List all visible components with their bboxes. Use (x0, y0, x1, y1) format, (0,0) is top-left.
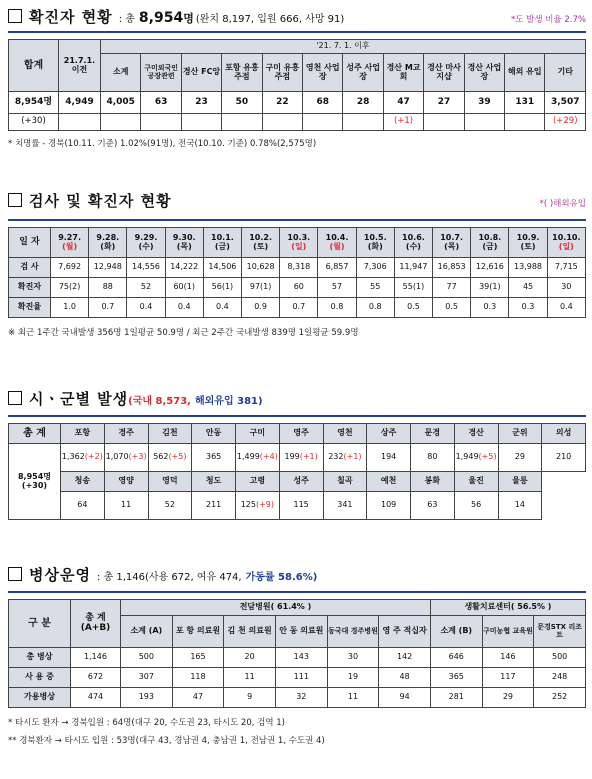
delta-etc: (+29) (545, 114, 586, 131)
cell: 500 (121, 648, 173, 668)
region-delta: (+2) (84, 452, 103, 462)
weekday: (일) (291, 241, 307, 251)
col-header: 경산 FC앙 (181, 54, 221, 92)
cell: 48 (379, 668, 431, 688)
region-name: 영덕 (148, 472, 192, 492)
region-name: 성주 (279, 472, 323, 492)
section-title: 시ㆍ군별 발생 (29, 390, 129, 408)
cell: 30 (547, 278, 585, 298)
total-count: 8,954 (138, 10, 184, 26)
cell: 77 (433, 278, 471, 298)
cell: 94 (379, 688, 431, 708)
col-header: 성주 사업장 (343, 54, 383, 92)
hospital-group-header: 전담병원( 61.4% ) (121, 600, 431, 616)
section-header (8, 6, 586, 27)
region-name: 경산 (454, 424, 498, 444)
cell: 672 (71, 668, 121, 688)
cell: 0.4 (203, 298, 241, 318)
region-value: 194 (380, 452, 397, 462)
region-name: 봉화 (411, 472, 455, 492)
section-title: 확진자 현황 (29, 8, 113, 26)
cell: 14,222 (165, 258, 203, 278)
col-header: 동국대 경주병원 (327, 616, 379, 648)
domestic-count: (국내 8,573, (128, 396, 191, 407)
region-name: 구미 (236, 424, 280, 444)
cell: 12,948 (89, 258, 127, 278)
region-name: 포항 (61, 424, 105, 444)
cell: 68 (303, 92, 343, 114)
category-header: 구 분 (9, 600, 71, 648)
date: 10.9. (516, 232, 540, 242)
cell: 16,853 (433, 258, 471, 278)
cell: 146 (482, 648, 534, 668)
cell: 0.4 (127, 298, 165, 318)
region-name: 영주 (279, 424, 323, 444)
region-value: 199 (284, 452, 300, 462)
cell: 646 (430, 648, 482, 668)
col-header: 구미외국인 공장관련 (141, 54, 181, 92)
weekday: (화) (100, 241, 116, 251)
region-value: 64 (61, 492, 105, 520)
cell: 143 (275, 648, 327, 668)
cell: 3,507 (545, 92, 586, 114)
cell: 55 (356, 278, 394, 298)
region-value: 562 (153, 452, 169, 462)
cell: 20 (224, 648, 276, 668)
region-delta: (+3) (128, 452, 147, 462)
weekday: (목) (176, 241, 192, 251)
summary-prefix: : 총 (118, 14, 135, 25)
date: 10.5. (363, 232, 387, 242)
date: 10.7. (440, 232, 464, 242)
cell: 0.7 (89, 298, 127, 318)
beds-summary: : 총 1,146(사용 672, 여유 474, (96, 572, 242, 583)
region-value: 232 (328, 452, 344, 462)
region-name: 의성 (542, 424, 586, 444)
region-value: 63 (411, 492, 455, 520)
region-name: 울진 (454, 472, 498, 492)
col-header: 소계 (A) (121, 616, 173, 648)
cell: 0.8 (356, 298, 394, 318)
col-header: 안 동 의료원 (275, 616, 327, 648)
cell: 11 (224, 668, 276, 688)
region-delta: (+5) (478, 452, 497, 462)
cell: 32 (275, 688, 327, 708)
date: 10.6. (402, 232, 425, 242)
weekday: (일) (558, 241, 574, 251)
inbound-note: * 타시도 환자 → 경북입원 : 64명(대구 20, 수도권 23, 타시도 20, 검역 1) (8, 718, 285, 728)
cell: 7,715 (547, 258, 585, 278)
cell: 60(1) (165, 278, 203, 298)
col-header: 구미 유흥주점 (262, 54, 302, 92)
cell: 8,954명 (9, 92, 59, 114)
region-value: 1,949 (455, 452, 479, 462)
region-value: 14 (498, 492, 542, 520)
date: 10.8. (478, 232, 502, 242)
col-total: 합계 (9, 40, 59, 92)
region-value: 211 (192, 492, 236, 520)
col-header: 경산 사업장 (464, 54, 504, 92)
cell: 142 (379, 648, 431, 668)
region-section (8, 388, 586, 520)
region-name: 고령 (236, 472, 280, 492)
col-header: 기타 (545, 54, 586, 92)
total-value: 8,954명 (17, 471, 52, 481)
cell: 9 (224, 688, 276, 708)
cell: 56(1) (203, 278, 241, 298)
cell: 193 (121, 688, 173, 708)
row-label: 사 용 중 (9, 668, 71, 688)
region-name: 상주 (367, 424, 411, 444)
cell: 12,616 (471, 258, 509, 278)
cell: 22 (262, 92, 302, 114)
col-header: 영 주 적십자 (379, 616, 431, 648)
foreign-count: 해외유입 381) (194, 396, 263, 407)
cell: 500 (534, 648, 586, 668)
region-value: 341 (323, 492, 367, 520)
cell: 0.3 (509, 298, 547, 318)
checkbox-square-icon (8, 193, 22, 207)
region-name: 안동 (192, 424, 236, 444)
cell: 57 (318, 278, 356, 298)
col-header: 소계 (B) (430, 616, 482, 648)
weekday: (금) (214, 241, 230, 251)
total-delta: (+30) (21, 480, 48, 490)
date: 9.28. (96, 232, 120, 242)
total-header: 총 계 (A+B) (71, 600, 121, 648)
cell: 30 (327, 648, 379, 668)
cell: 365 (430, 668, 482, 688)
region-name: 문경 (411, 424, 455, 444)
region-name: 경주 (104, 424, 148, 444)
cell: 1.0 (51, 298, 89, 318)
region-delta: (+1) (299, 452, 318, 462)
region-value: 1,499 (236, 452, 260, 462)
cell: 4,005 (101, 92, 141, 114)
cell: 39 (464, 92, 504, 114)
weekday: (수) (405, 241, 421, 251)
section-header (8, 564, 586, 585)
cell: 45 (509, 278, 547, 298)
cell: 0.5 (433, 298, 471, 318)
weekday: (금) (482, 241, 498, 251)
status-detail: (완치 8,197, 입원 666, 사망 91) (195, 14, 345, 25)
region-name: 영양 (104, 472, 148, 492)
cell: 0.4 (165, 298, 203, 318)
checkbox-square-icon (8, 567, 22, 581)
cell: 88 (89, 278, 127, 298)
date-header: 일 자 (9, 228, 51, 258)
row-label: 확진율 (9, 298, 51, 318)
cell: 6,857 (318, 258, 356, 278)
cell: 111 (275, 668, 327, 688)
region-value: 109 (367, 492, 411, 520)
cell: 0.5 (394, 298, 432, 318)
row-label: 확진자 (9, 278, 51, 298)
region-name: 군위 (498, 424, 542, 444)
region-value: 365 (205, 452, 222, 462)
cell: 118 (172, 668, 224, 688)
cell: 8,318 (280, 258, 318, 278)
cell: 7,692 (51, 258, 89, 278)
col-header: 소계 (101, 54, 141, 92)
cell: 0.7 (280, 298, 318, 318)
region-value: 52 (148, 492, 192, 520)
center-group-header: 생활치료센터( 56.5% ) (430, 600, 585, 616)
weekday: (토) (253, 241, 269, 251)
date: 10.3. (287, 232, 311, 242)
col-header: 경산 마사지샵 (424, 54, 464, 92)
beds-table (8, 599, 586, 708)
date: 9.29. (134, 232, 158, 242)
confirmed-table (8, 39, 586, 131)
cell: 11 (327, 688, 379, 708)
region-value: 56 (454, 492, 498, 520)
row-label: 가용병상 (9, 688, 71, 708)
cell: 29 (482, 688, 534, 708)
section-title: 검사 및 확진자 현황 (29, 192, 172, 210)
region-value: 115 (279, 492, 323, 520)
date: 10.10. (552, 232, 581, 242)
region-delta: (+5) (168, 452, 187, 462)
tests-table (8, 227, 586, 318)
region-value: 210 (555, 452, 572, 462)
region-table (8, 423, 586, 520)
region-delta: (+9) (255, 500, 275, 510)
region-name: 예천 (367, 472, 411, 492)
delta-total: (+30) (9, 114, 59, 131)
col-header: 문경STX 리조트 (534, 616, 586, 648)
col-header: 경산 M교회 (383, 54, 423, 92)
cell: 474 (71, 688, 121, 708)
tests-section (8, 190, 586, 338)
region-value: 125 (240, 500, 256, 510)
section-header (8, 388, 586, 409)
cell: 281 (430, 688, 482, 708)
cell: 27 (424, 92, 464, 114)
cell: 307 (121, 668, 173, 688)
cell: 10,628 (242, 258, 280, 278)
cell: 117 (482, 668, 534, 688)
col-header: 영천 사업장 (303, 54, 343, 92)
fatality-note: * 치명률 - 경북(10.11. 기준) 1.02%(91명), 전국(10.10. 기준) 0.78%(2,575명) (8, 139, 317, 149)
region-value: 80 (427, 452, 438, 462)
date: 10.2. (249, 232, 272, 242)
weekly-note: ※ 최근 1주간 국내발생 356명 1일평균 50.9명 / 최근 2주간 국내발생 839명 1일평균 59.9명 (8, 328, 359, 338)
weekday: (화) (367, 241, 383, 251)
beds-section (8, 564, 586, 746)
col-header: 포항 유흥주점 (222, 54, 262, 92)
region-name: 청도 (192, 472, 236, 492)
col-prev: 21.7.1. 이전 (59, 40, 101, 92)
cell: 14,556 (127, 258, 165, 278)
row-label: 검 사 (9, 258, 51, 278)
total-unit: 명 (183, 12, 194, 25)
cell: 47 (383, 92, 423, 114)
cell: 14,506 (203, 258, 241, 278)
region-value: 1,362 (61, 452, 85, 462)
cell: 19 (327, 668, 379, 688)
region-name: 울릉 (498, 472, 542, 492)
region-name: 김천 (148, 424, 192, 444)
cell: 28 (343, 92, 383, 114)
region-name: 청송 (61, 472, 105, 492)
cell: 252 (534, 688, 586, 708)
col-header: 구미농협 교육원 (482, 616, 534, 648)
cell: 97(1) (242, 278, 280, 298)
cell: 39(1) (471, 278, 509, 298)
utilization-rate: 가동률 58.6%) (245, 572, 318, 583)
region-value: 29 (514, 452, 525, 462)
col-header: 해외 유입 (505, 54, 545, 92)
date: 10.4. (325, 232, 349, 242)
delta-m-church: (+1) (383, 114, 423, 131)
cell: 131 (505, 92, 545, 114)
cell: 63 (141, 92, 181, 114)
cell: 23 (181, 92, 221, 114)
date: 10.1. (211, 232, 234, 242)
section-header (8, 190, 586, 211)
region-delta: (+1) (343, 452, 362, 462)
ratio-note: *도 발생 비율 2.7% (510, 15, 586, 25)
cell: 13,988 (509, 258, 547, 278)
cell: 50 (222, 92, 262, 114)
cell: 1,146 (71, 648, 121, 668)
cell: 55(1) (394, 278, 432, 298)
weekday: (수) (138, 241, 154, 251)
cell: 47 (172, 688, 224, 708)
cell: 0.9 (242, 298, 280, 318)
cell: 0.3 (471, 298, 509, 318)
cell: 11,947 (394, 258, 432, 278)
row-label: 총 병상 (9, 648, 71, 668)
cell: 60 (280, 278, 318, 298)
checkbox-square-icon (8, 9, 22, 23)
total-label: 총 계 (9, 424, 61, 444)
region-value: 1,070 (105, 452, 129, 462)
cell: 7,306 (356, 258, 394, 278)
col-header: 포 항 의료원 (172, 616, 224, 648)
outbound-note: ** 경북환자 → 타시도 입원 : 53명(대구 43, 경남권 4, 충남권 1, 전남권 1, 수도권 4) (8, 736, 325, 746)
col-header: 김 천 의료원 (224, 616, 276, 648)
weekday: (토) (520, 241, 536, 251)
cell: 248 (534, 668, 586, 688)
cell: 4,949 (59, 92, 101, 114)
cell: 165 (172, 648, 224, 668)
region-value: 11 (104, 492, 148, 520)
weekday: (월) (62, 241, 78, 251)
date: 9.27. (58, 232, 81, 242)
weekday: (월) (329, 241, 345, 251)
confirmed-status-section (8, 6, 586, 149)
date: 9.30. (172, 232, 196, 242)
since-header: '21. 7. 1. 이후 (101, 40, 586, 54)
cell: 75(2) (51, 278, 89, 298)
cell: 0.4 (547, 298, 585, 318)
weekday: (목) (444, 241, 460, 251)
checkbox-square-icon (8, 391, 22, 405)
region-name: 칠곡 (323, 472, 367, 492)
cell: 0.8 (318, 298, 356, 318)
region-name: 영천 (323, 424, 367, 444)
cell: 52 (127, 278, 165, 298)
foreign-legend: *( )해외유입 (539, 199, 586, 209)
section-title: 병상운영 (29, 566, 91, 584)
region-delta: (+4) (259, 452, 278, 462)
